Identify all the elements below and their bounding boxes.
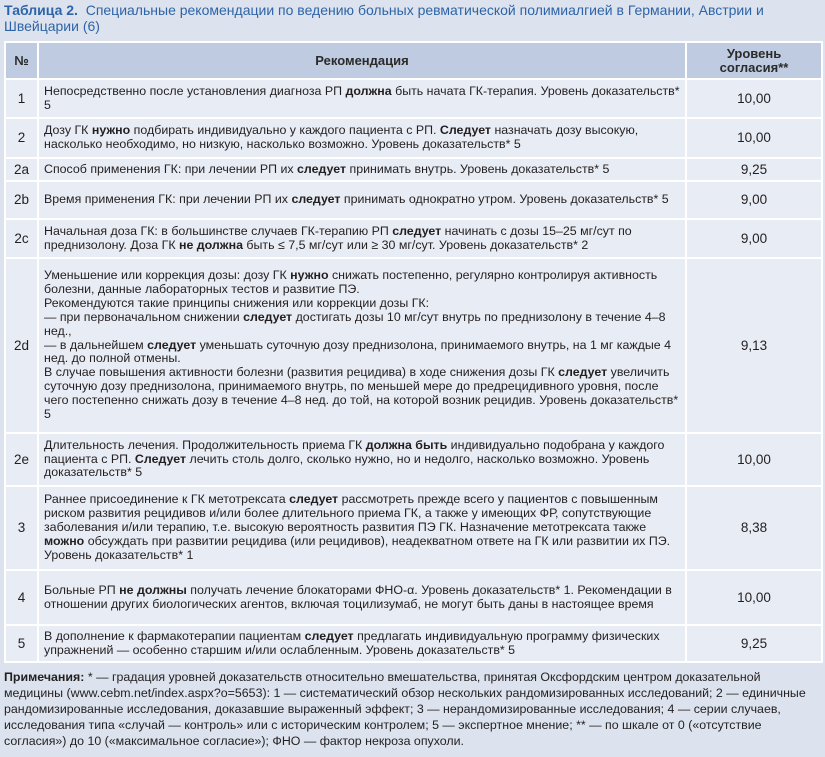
recommendation-segment: получать лечение блокаторами ФНО-α. Уровень доказательств* 1. Рекомендации в отношении других биологических агентов, включая тоцилизумаб, не могут быть даны в настоящее время: [44, 582, 672, 611]
recommendation-emphasis: нужно: [91, 123, 131, 138]
agreement-level: 10,00: [686, 118, 822, 158]
table-body: [5, 79, 822, 662]
recommendation-text: [38, 219, 686, 258]
recommendation-text: [38, 79, 686, 118]
notes-label: Примечания:: [4, 670, 85, 684]
agreement-level: 10,00: [686, 433, 822, 486]
recommendation-emphasis: следует: [558, 365, 608, 380]
recommendation-segment: индивидуально подобрана у каждого пациента с РП.: [44, 437, 665, 466]
recommendation-segment: Непосредственно после установления диагноза РП: [44, 83, 346, 98]
recommendation-segment: снижать постепенно, регулярно контролируя активность болезни, данные лабораторных тестов и развитие ПЭ.: [44, 268, 658, 296]
row-number: 2: [5, 118, 38, 158]
table-row: [5, 258, 822, 433]
recommendation-segment: назначать дозу высокую, насколько необходимо, но низкую, насколько возможно. Уровень доказательств* 5: [44, 123, 639, 151]
recommendation-segment: достигать дозы 10 мг/сут внутрь по преднизолону в течение 4–8 нед.,: [44, 309, 666, 338]
recommendation-text: [38, 158, 686, 181]
recommendation-segment: Начальная доза ГК: в большинстве случаев ГК-терапию РП: [44, 223, 393, 238]
table-row: [5, 219, 822, 258]
row-number: 2a: [5, 158, 38, 181]
recommendation-emphasis: следует: [243, 309, 293, 324]
recommendation-emphasis: Следует: [439, 123, 491, 138]
agreement-level: 9,13: [686, 258, 822, 433]
recommendation-emphasis: следует: [304, 628, 354, 643]
agreement-level: 8,38: [686, 486, 822, 570]
recommendation-text: [38, 258, 686, 433]
row-number: 2e: [5, 433, 38, 486]
table-row: [5, 181, 822, 219]
agreement-level: 9,00: [686, 181, 822, 219]
recommendation-segment: В случае повышения активности болезни (развития рецидива) в ходе снижения дозы ГК: [44, 365, 559, 380]
header-recommendation: Рекомендация: [38, 42, 686, 79]
table-row: [5, 118, 822, 158]
header-agreement-level: Уровень согласия**: [686, 42, 822, 79]
agreement-level: 9,25: [686, 625, 822, 662]
recommendation-emphasis: Следует: [134, 451, 187, 466]
table-row: [5, 625, 822, 662]
recommendation-segment: Длительность лечения. Продолжительность приема ГК: [44, 437, 366, 452]
recommendation-emphasis: следует: [147, 337, 197, 352]
caption-label: Таблица 2.: [4, 2, 78, 18]
recommendation-text: [38, 181, 686, 219]
row-number: 5: [5, 625, 38, 662]
recommendation-segment: начинать с дозы 15–25 мг/сут по преднизолону. Доза ГК: [44, 223, 632, 252]
row-number: 2d: [5, 258, 38, 433]
header-number: №: [5, 42, 38, 79]
recommendations-table: [4, 41, 823, 663]
recommendation-emphasis: не должны: [119, 582, 187, 597]
recommendation-segment: В дополнение к фармакотерапии пациентам: [44, 628, 305, 643]
agreement-level: 10,00: [686, 570, 822, 625]
recommendation-emphasis: должна: [345, 83, 392, 98]
row-number: 3: [5, 486, 38, 570]
recommendation-segment: увеличить суточную дозу преднизолона, принимаемого внутрь, по меньшей мере до предрецидивного уровня, после чего постепенно снижать дозу в течение 4–8 нед. до той, на которой возник рецидив. Уровень доказательств* 5: [44, 365, 679, 422]
agreement-level: 9,00: [686, 219, 822, 258]
recommendation-segment: быть ≤ 7,5 мг/сут или ≥ 30 мг/сут. Уровень доказательств* 2: [242, 237, 589, 252]
recommendation-emphasis: не должна: [178, 237, 243, 252]
table-row: [5, 433, 822, 486]
agreement-level: 10,00: [686, 79, 822, 118]
recommendation-segment: принимать однократно утром. Уровень доказательств* 5: [340, 192, 669, 207]
table-row: [5, 158, 822, 181]
recommendation-segment: Больные РП: [44, 582, 120, 597]
recommendation-emphasis: следует: [392, 223, 442, 238]
table-notes: [4, 669, 819, 749]
recommendation-emphasis: можно: [44, 533, 85, 548]
recommendation-segment: предлагать индивидуальную программу физических упражнений — особенно старшим и/или ослабленным. Уровень доказательств* 5: [44, 628, 660, 657]
recommendation-segment: Уменьшение или коррекция дозы: дозу ГК: [44, 268, 291, 283]
table-row: [5, 486, 822, 570]
notes-text: * — градация уровней доказательств относительно вмешательства, принятая Оксфордским центром доказательной медицины (www.cebm.net/index.aspx?o=5653): 1 — систематический обзор нескольких рандомизированных исследований; 2 — единичные рандомизированные исследования, доказавшие выраженный эффект; 3 — нерандомизированные исследования; 4 — серии случаев, исследования типа «случай — контроль» или с историческим контролем; 5 — экспертное мнение; ** — по шкале от 0 («отсутствие согласия») до 10 («максимальное согласие»); ФНО — фактор некроза опухоли.: [4, 670, 806, 748]
recommendation-segment: — при первоначальном снижении: [44, 309, 244, 324]
recommendation-emphasis: следует: [291, 192, 341, 207]
recommendation-emphasis: нужно: [290, 268, 329, 283]
recommendation-text: [38, 433, 686, 486]
recommendation-segment: Дозу ГК: [44, 123, 92, 138]
table-caption: [4, 2, 814, 34]
recommendation-segment: быть начата ГК-терапия. Уровень доказательств* 5: [44, 83, 680, 112]
recommendation-segment: обсуждать при развитии рецидива (или рецидивов), неадекватном ответе на ГК или развитии их ПЭ. Уровень доказательств* 1: [44, 533, 671, 562]
table-row: [5, 570, 822, 625]
recommendation-emphasis: должна быть: [365, 437, 448, 452]
recommendation-text: [38, 118, 686, 158]
caption-text: Специальные рекомендации по ведению больных ревматической полимиалгией в Германии, Австрии и Швейцарии (6): [4, 2, 764, 34]
table-header-row: [5, 42, 822, 79]
recommendation-emphasis: следует: [297, 161, 347, 176]
row-number: 4: [5, 570, 38, 625]
recommendation-text: [38, 625, 686, 662]
row-number: 1: [5, 79, 38, 118]
row-number: 2c: [5, 219, 38, 258]
recommendation-segment: подбирать индивидуально у каждого пациента с РП.: [130, 123, 440, 138]
recommendation-segment: рассмотреть прежде всего у пациентов с повышенным риском развития рецидивов и/или более длительного приема ГК, а также у имеющих ФР, сопутствующие заболевания и/или терапию, т.е. высокую вероятность развития ПЭ ГК. Назначение метотрексата также: [44, 492, 658, 535]
recommendation-segment: Время применения ГК: при лечении РП их: [44, 192, 292, 207]
row-number: 2b: [5, 181, 38, 219]
recommendation-segment: — в дальнейшем: [44, 337, 148, 352]
recommendation-text: [38, 486, 686, 570]
recommendation-text: [38, 570, 686, 625]
table-row: [5, 79, 822, 118]
recommendation-segment: уменьшать суточную дозу преднизолона, принимаемого внутрь, на 1 мг каждые 4 нед. до полной отмены.: [44, 337, 672, 366]
recommendation-segment: лечить столь долго, сколько нужно, но и недолго, насколько возможно. Уровень доказательств* 5: [44, 451, 650, 480]
recommendation-segment: Раннее присоединение к ГК метотрексата: [44, 492, 290, 507]
recommendation-segment: Способ применения ГК: при лечении РП их: [44, 161, 298, 176]
recommendation-segment: Рекомендуются такие принципы снижения или коррекции дозы ГК:: [44, 295, 430, 310]
recommendation-emphasis: следует: [289, 492, 339, 507]
agreement-level: 9,25: [686, 158, 822, 181]
recommendation-segment: принимать внутрь. Уровень доказательств* 5: [346, 161, 610, 176]
